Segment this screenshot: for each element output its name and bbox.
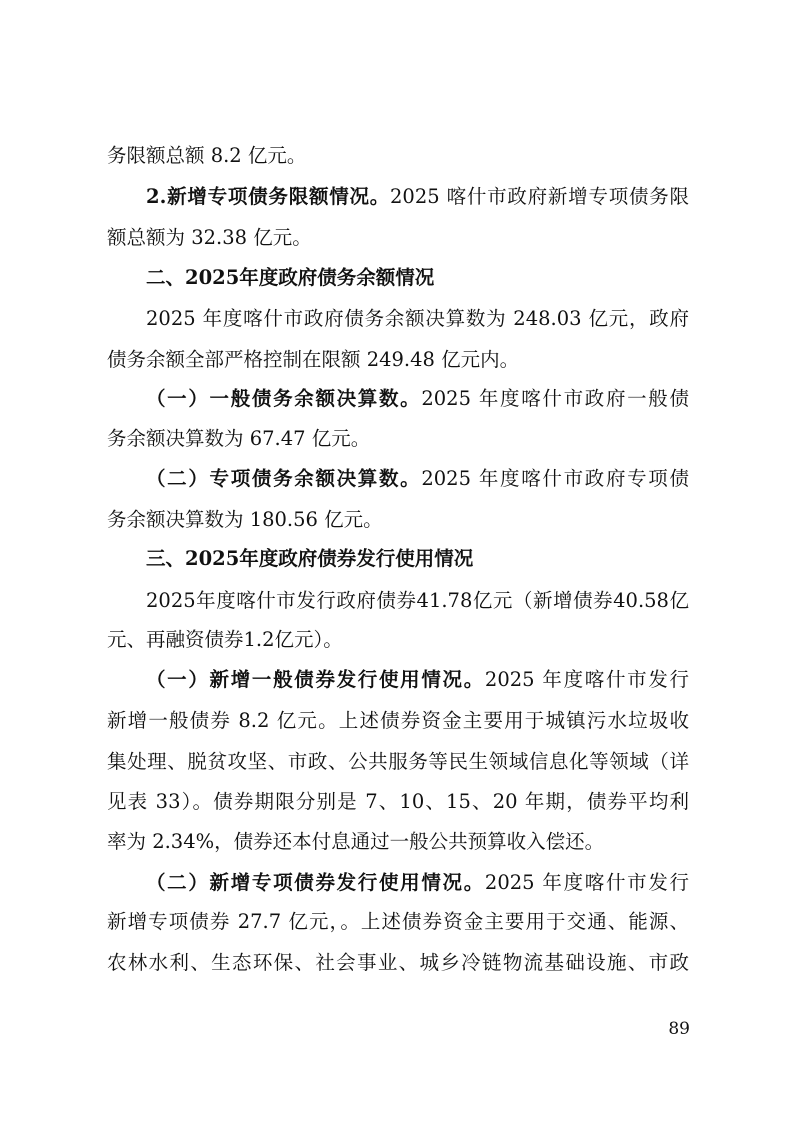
text-line-3: 额总额为 32.38 亿元。 — [107, 226, 312, 249]
section-heading-2: 二、2025年度政府债务余额情况 — [146, 266, 435, 289]
text-line-16: 集处理、脱贫攻坚、市政、公共服务等民生领域信息化等领域（详 — [107, 750, 689, 773]
text-line-7: （一）一般债务余额决算数。2025 年度喀什市政府一般债 — [146, 387, 689, 410]
text-line-6: 债务余额全部严格控制在限额 249.48 亿元内。 — [107, 348, 520, 371]
text-line-19: （二）新增专项债券发行使用情况。2025 年度喀什市发行 — [146, 871, 689, 894]
line-2-heading: 2.新增专项债务限额情况。 — [146, 185, 391, 208]
text-line-1: 务限额总额 8.2 亿元。 — [107, 144, 307, 167]
section-heading-3: 三、2025年度政府债券发行使用情况 — [146, 547, 474, 570]
text-line-20: 新增专项债券 27.7 亿元，。上述债券资金主要用于交通、能源、 — [107, 910, 689, 933]
text-line-17: 见表 33）。债券期限分别是 7、10、15、20 年期，债券平均利 — [107, 790, 689, 813]
line-7-heading: （一）一般债务余额决算数。 — [146, 387, 422, 410]
text-line-21: 农林水利、生态环保、社会事业、城乡冷链物流基础设施、市政 — [107, 951, 689, 974]
text-line-12: 2025年度喀什市发行政府债券41.78亿元（新增债券40.58亿 — [146, 589, 689, 612]
text-line-14: （一）新增一般债券发行使用情况。2025 年度喀什市发行 — [146, 668, 689, 691]
text-line-15: 新增一般债券 8.2 亿元。上述债券资金主要用于城镇污水垃圾收 — [107, 709, 689, 732]
text-line-9: （二）专项债务余额决算数。2025 年度喀什市政府专项债 — [146, 467, 689, 490]
line-14-heading: （一）新增一般债券发行使用情况。 — [146, 668, 485, 691]
text-line-10: 务余额决算数为 180.56 亿元。 — [107, 508, 383, 531]
text-line-8: 务余额决算数为 67.47 亿元。 — [107, 427, 371, 450]
page-number: 89 — [668, 1019, 690, 1039]
text-line-13: 元、再融资债券1.2亿元）。 — [107, 628, 343, 651]
line-9-heading: （二）专项债务余额决算数。 — [146, 467, 422, 490]
text-line-2: 2.新增专项债务限额情况。2025 喀什市政府新增专项债务限 — [146, 185, 689, 208]
line-19-heading: （二）新增专项债券发行使用情况。 — [146, 871, 485, 894]
text-line-18: 率为 2.34%，债券还本付息通过一般公共预算收入偿还。 — [107, 830, 605, 853]
text-line-5: 2025 年度喀什市政府债务余额决算数为 248.03 亿元，政府 — [146, 307, 689, 330]
